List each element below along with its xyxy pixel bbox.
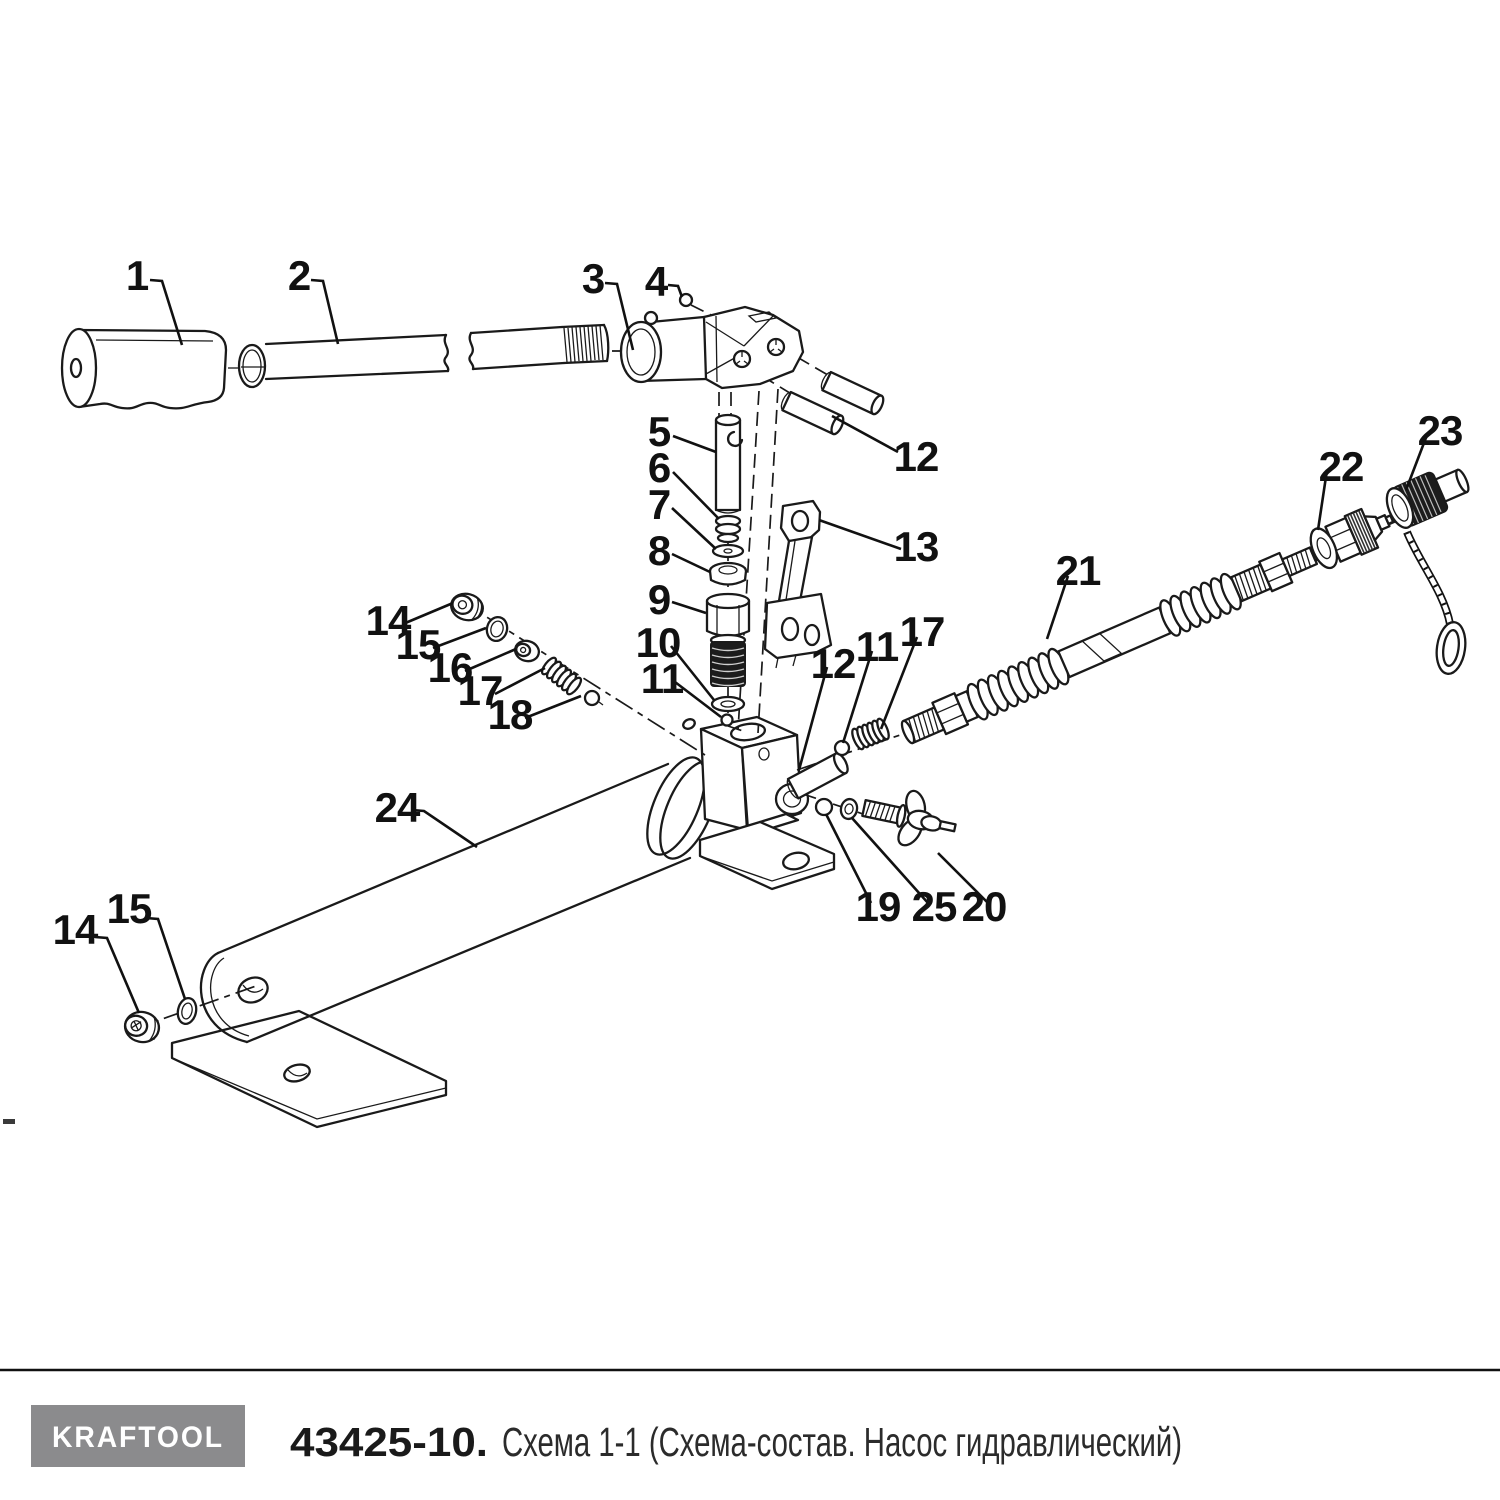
coupler-22 <box>1305 499 1400 571</box>
washers-6 <box>716 516 740 542</box>
kraftool-logo-text: KRAFTOOL <box>52 1421 224 1454</box>
part-label-13 <box>819 520 938 570</box>
part-label-4 <box>645 258 682 305</box>
svg-text:1: 1 <box>125 252 149 299</box>
plug-14-bottom <box>122 1009 161 1045</box>
svg-text:12: 12 <box>893 433 939 480</box>
valve-fitting-9 <box>707 594 749 645</box>
plug-16 <box>513 638 541 664</box>
threaded-section-10 <box>711 642 745 686</box>
ball-11-body <box>835 741 849 755</box>
part-label-18 <box>488 691 581 738</box>
schema-title: Схема 1-1 (Схема-состав. Насос гидравлический) <box>502 1419 1182 1465</box>
svg-text:18: 18 <box>487 691 533 738</box>
svg-text:14: 14 <box>52 906 98 953</box>
part-label-11-stack <box>641 655 721 717</box>
spring-17-left <box>540 656 584 697</box>
svg-text:10: 10 <box>635 619 681 666</box>
svg-text:3: 3 <box>581 255 605 302</box>
hose-21 <box>897 535 1328 751</box>
svg-text:15: 15 <box>395 621 441 668</box>
washer-15-bottom <box>175 996 198 1025</box>
ball-11-stack <box>722 715 733 726</box>
svg-text:25: 25 <box>911 883 957 930</box>
lever-head-3 <box>621 307 803 388</box>
handle-grip-1 <box>62 329 226 408</box>
svg-text:23: 23 <box>1417 407 1463 454</box>
svg-text:17: 17 <box>899 608 945 655</box>
right-foot-bracket <box>700 814 834 889</box>
part-label-21 <box>1047 547 1101 639</box>
part-label-9 <box>648 576 706 623</box>
svg-text:8: 8 <box>647 527 671 574</box>
cylinder-body-24 <box>172 717 834 1127</box>
washer-7 <box>713 545 743 557</box>
svg-text:17: 17 <box>457 667 503 714</box>
cup-seal-8 <box>710 563 746 585</box>
svg-text:24: 24 <box>374 784 420 831</box>
svg-text:22: 22 <box>1318 443 1364 490</box>
svg-text:4: 4 <box>644 258 668 305</box>
dust-cap-23 <box>1382 460 1475 676</box>
stray-mark <box>3 1119 15 1124</box>
svg-text:19: 19 <box>855 883 901 930</box>
svg-text:13: 13 <box>893 523 939 570</box>
ball-on-head <box>645 312 657 324</box>
handle-tube-2 <box>228 325 608 387</box>
small-oval-part <box>682 717 697 730</box>
tube-threads <box>562 325 608 363</box>
washer-10-stack <box>712 697 744 711</box>
svg-text:5: 5 <box>647 408 671 455</box>
svg-text:6: 6 <box>647 444 671 491</box>
svg-text:20: 20 <box>961 883 1007 930</box>
svg-text:7: 7 <box>647 481 671 528</box>
release-valve-20 <box>857 778 961 858</box>
svg-text:9: 9 <box>647 576 671 623</box>
cap-strap <box>1407 532 1468 676</box>
svg-text:12: 12 <box>810 640 856 687</box>
assembly-centerlines <box>128 305 1406 1031</box>
part-label-15-bottom <box>107 885 185 999</box>
svg-text:43425-10.Схема 1-1 (Схема-сост <box>290 1419 1182 1465</box>
washer-15-left <box>484 615 510 643</box>
svg-text:11: 11 <box>855 623 899 670</box>
ball-19 <box>816 799 832 815</box>
svg-text:21: 21 <box>1055 547 1101 594</box>
part-label-2 <box>288 252 338 344</box>
svg-text:14: 14 <box>365 597 411 644</box>
svg-text:11: 11 <box>640 655 684 702</box>
left-foot-bracket <box>172 1011 446 1127</box>
ball-18 <box>585 691 603 705</box>
svg-text:16: 16 <box>427 644 473 691</box>
part-label-12-pins <box>832 416 938 480</box>
svg-text:2: 2 <box>287 252 311 299</box>
footer <box>0 1370 1500 1467</box>
part-label-24 <box>375 784 477 847</box>
pump-block <box>701 717 808 830</box>
svg-text:15: 15 <box>106 885 152 932</box>
washer-25 <box>839 798 859 821</box>
piston-pin-5 <box>716 415 742 513</box>
doc-number: 43425-10. <box>290 1419 488 1465</box>
plug-14-left <box>448 590 486 623</box>
